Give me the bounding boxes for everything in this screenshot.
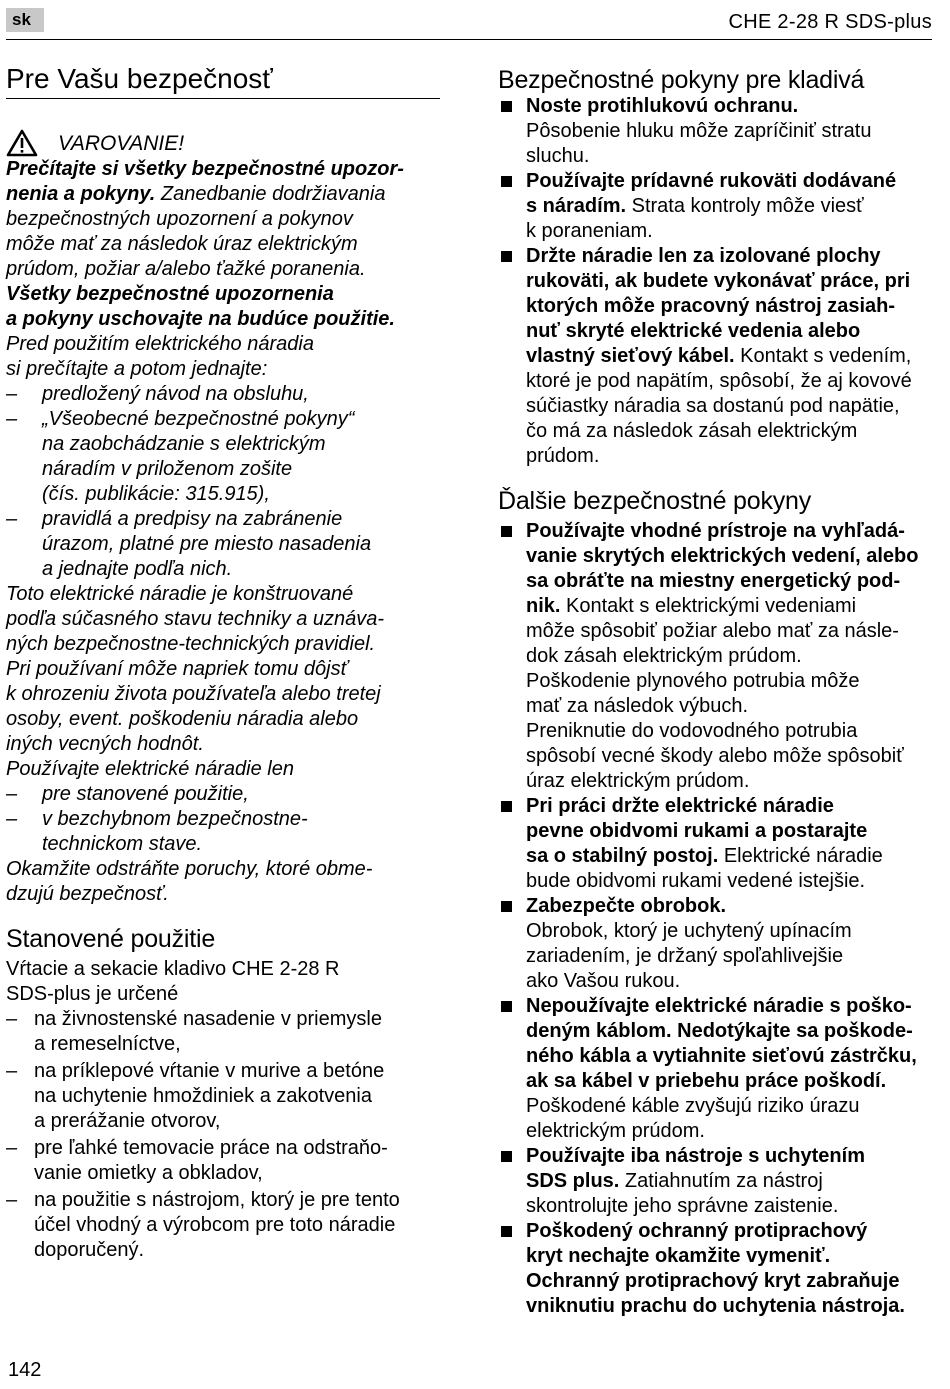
list-line: úrazom, platné pre miesto nasadenia <box>42 533 372 555</box>
bullet-bold-tail: vlastný sieťový kábel. <box>526 345 735 367</box>
bullet-text-line: skontrolujte jeho správne zaistenie. <box>526 1195 839 1217</box>
fix-line: Okamžite odstráňte poruchy, ktoré obme- <box>6 858 373 880</box>
warning-mixed-line <box>6 182 440 207</box>
bullet-text-line: úraz elektrickým prúdom. <box>526 770 750 792</box>
read-list-item <box>6 407 440 507</box>
dash-bullet: – <box>6 1008 18 1030</box>
bullet-bold-tail: SDS plus. <box>526 1170 620 1192</box>
square-bullet <box>501 901 512 912</box>
list-line: účel vhodný a výrobcom pre toto náradie <box>34 1214 396 1236</box>
bullet-bold-line: deným káblom. Nedotýkajte sa poškode- <box>526 1020 913 1042</box>
right-column <box>498 66 934 1319</box>
bullet-bold-line: ného kábla a vytiahnite sieťovú zástrčku, <box>526 1045 917 1067</box>
bullet-bold-line: Používajte prídavné rukoväti dodávané <box>526 170 897 192</box>
dash-bullet: – <box>6 1189 18 1211</box>
bullet-item <box>498 1144 934 1219</box>
safety-title: Pre Vašu bezpečnosť <box>6 60 440 99</box>
bullet-bold-tail: nik. <box>526 595 561 617</box>
list-line: vanie omietky a obkladov, <box>34 1162 263 1184</box>
list-line: na uchytenie hmoždiniek a zakotvenia <box>34 1085 372 1107</box>
keep-line: a pokyny uschovajte na budúce použitie. <box>6 308 395 330</box>
bullet-mixed-line <box>526 1169 934 1194</box>
list-line: náradím v priloženom zošite <box>42 458 293 480</box>
bullet-bold-line: rukoväti, ak budete vykonávať práce, pri <box>526 270 911 292</box>
bullet-text-line: zariadením, je držaný spoľahlivejšie <box>526 945 844 967</box>
bullet-bold-line: sa obráťte na miestny energetický pod- <box>526 570 901 592</box>
intended-list-item <box>6 1007 440 1057</box>
warning-rest-start: Zanedbanie dodržiavania <box>155 183 386 205</box>
intended-line: SDS-plus je určené <box>6 983 179 1005</box>
bullet-bold-line: Zabezpečte obrobok. <box>526 895 727 917</box>
square-bullet <box>501 526 512 537</box>
bullet-bold-line: ktorých môže pracovný nástroj zasiah- <box>526 295 896 317</box>
bullet-bold-line: pevne obidvomi rukami a postarajte <box>526 820 868 842</box>
bullet-item <box>498 794 934 894</box>
before-use-line: si prečítajte a potom jednajte: <box>6 358 268 380</box>
bullet-text-line: môže spôsobiť požiar alebo mať za násle- <box>526 620 899 642</box>
construction-line: Toto elektrické náradie je konštruované <box>6 583 354 605</box>
bullet-bold-line: nuť skryté elektrické vedenia alebo <box>526 320 861 342</box>
warning-triangle-icon <box>6 129 38 157</box>
square-bullet <box>501 1001 512 1012</box>
bullet-rest-start: Zatiahnutím za nástroj <box>619 1170 823 1192</box>
bullet-text-line: Preniknutie do vodovodného potrubia <box>526 720 858 742</box>
square-bullet <box>501 101 512 112</box>
intended-list-item <box>6 1059 440 1134</box>
more-safety-list <box>498 519 934 1319</box>
bullet-bold-line: vanie skrytých elektrických vedení, alebo <box>526 545 919 567</box>
dash-bullet: – <box>6 1060 18 1082</box>
more-safety-title: Ďalšie bezpečnostné pokyny <box>498 487 812 515</box>
list-line: na príklepové vŕtanie v murive a betóne <box>34 1060 385 1082</box>
bullet-text-line: čo má za následok zásah elektrickým <box>526 420 858 442</box>
bullet-rest-start: Strata kontroly môže viesť <box>626 195 864 217</box>
intended-use-title: Stanovené použitie <box>6 925 216 953</box>
warning-line: prúdom, požiar a/alebo ťažké poranenia. <box>6 258 366 280</box>
warning-text <box>6 157 440 907</box>
bullet-bold-line: Poškodený ochranný protiprachový <box>526 1220 868 1242</box>
list-line: a remeselníctve, <box>34 1033 181 1055</box>
warning-row <box>6 129 440 157</box>
bullet-bold-line: Ochranný protiprachový kryt zabraňuje <box>526 1270 900 1292</box>
bullet-bold-line: Pri práci držte elektrické náradie <box>526 795 834 817</box>
warning-bold-end: nenia a pokyny. <box>6 183 156 205</box>
intended-list-item <box>6 1136 440 1186</box>
bullet-bold-line: Noste protihlukovú ochranu. <box>526 95 799 117</box>
square-bullet <box>501 251 512 262</box>
square-bullet <box>501 176 512 187</box>
dash-bullet: – <box>6 408 18 430</box>
bullet-text-line: ktoré je pod napätím, spôsobí, že aj kovové <box>526 370 912 392</box>
bullet-text-line: sluchu. <box>526 145 590 167</box>
construction-line: podľa súčasného stavu techniky a uznáva- <box>6 608 385 630</box>
bullet-item <box>498 169 934 244</box>
list-line: a prerážanie otvorov, <box>34 1110 221 1132</box>
bullet-mixed-line <box>526 194 934 219</box>
bullet-mixed-line <box>526 594 934 619</box>
bullet-text-line: bude obidvomi rukami vedené istejšie. <box>526 870 866 892</box>
bullet-text-line: Poškodené káble zvyšujú riziko úrazu <box>526 1095 860 1117</box>
bullet-rest-start: Kontakt s vedením, <box>734 345 912 367</box>
bullet-mixed-line <box>526 344 934 369</box>
dash-bullet: – <box>6 383 18 405</box>
bullet-text-line: mať za následok výbuch. <box>526 695 749 717</box>
list-line: pre ľahké temovacie práce na odstraňo- <box>34 1137 388 1159</box>
use-list-item <box>6 807 440 857</box>
warning-line: bezpečnostných upozornení a pokynov <box>6 208 353 230</box>
bullet-bold-tail: s náradím. <box>526 195 627 217</box>
warning-line: môže mať za následok úraz elektrickým <box>6 233 358 255</box>
square-bullet <box>501 801 512 812</box>
fix-line: dzujú bezpečnosť. <box>6 883 169 905</box>
dash-bullet: – <box>6 1137 18 1159</box>
construction-line: osoby, event. poškodeniu náradia alebo <box>6 708 359 730</box>
bullet-rest-start: Elektrické náradie <box>718 845 883 867</box>
bullet-item <box>498 519 934 794</box>
hammer-safety-list <box>498 94 934 469</box>
construction-line: ných bezpečnostne-technických pravidiel. <box>6 633 376 655</box>
bullet-text-line: Pôsobenie hluku môže zapríčiniť stratu <box>526 120 872 142</box>
list-line: pravidlá a predpisy na zabránenie <box>42 508 343 530</box>
warning-label: VAROVANIE! <box>58 131 185 155</box>
bullet-bold-line: Používajte vhodné prístroje na vyhľadá- <box>526 520 905 542</box>
bullet-item <box>498 894 934 994</box>
list-line: v bezchybnom bezpečnostne- <box>42 808 308 830</box>
list-line: technickom stave. <box>42 833 203 855</box>
bullet-text-line: Poškodenie plynového potrubia môže <box>526 670 860 692</box>
bullet-item <box>498 994 934 1144</box>
read-list-item <box>6 507 440 582</box>
bullet-text-line: spôsobí vecné škody alebo môže spôsobiť <box>526 745 904 767</box>
construction-line: Pri používaní môže napriek tomu dôjsť <box>6 658 348 680</box>
intended-line: Vŕtacie a sekacie kladivo CHE 2-28 R <box>6 958 340 980</box>
list-line: na živnostenské nasadenie v priemysle <box>34 1008 382 1030</box>
before-use-line: Pred použitím elektrického náradia <box>6 333 314 355</box>
list-line: na použitie s nástrojom, ktorý je pre tento <box>34 1189 400 1211</box>
list-line: „Všeobecné bezpečnostné pokyny“ <box>42 408 355 430</box>
left-column <box>6 60 440 1263</box>
bullet-item <box>498 244 934 469</box>
bullet-item <box>498 1219 934 1319</box>
use-list-item <box>6 782 440 807</box>
bullet-text-line: prúdom. <box>526 445 600 467</box>
list-line: predložený návod na obsluhu, <box>42 383 309 405</box>
construction-line: k ohrozeniu života používateľa alebo tretej <box>6 683 381 705</box>
keep-line: Všetky bezpečnostné upozornenia <box>6 283 334 305</box>
dash-bullet: – <box>6 783 18 805</box>
intended-use-text <box>6 957 440 1263</box>
warning-bold-line: Prečítajte si všetky bezpečnostné upozor- <box>6 158 404 180</box>
bullet-text-line: ako Vašou rukou. <box>526 970 681 992</box>
bullet-mixed-line <box>526 844 934 869</box>
bullet-bold-line: Používajte iba nástroje s uchytením <box>526 1145 865 1167</box>
read-list-item <box>6 382 440 407</box>
bullet-text-line: Obrobok, ktorý je uchytený upínacím <box>526 920 852 942</box>
hammer-safety-title: Bezpečnostné pokyny pre kladivá <box>498 66 865 94</box>
construction-line: iných vecných hodnôt. <box>6 733 204 755</box>
bullet-bold-line: vniknutiu prachu do uchytenia nástroja. <box>526 1295 905 1317</box>
bullet-bold-line: Držte náradie len za izolované plochy <box>526 245 881 267</box>
bullet-text-line: dok zásah elektrickým prúdom. <box>526 645 802 667</box>
bullet-bold-line: Nepoužívajte elektrické náradie s poško- <box>526 995 912 1017</box>
bullet-text-line: k poraneniam. <box>526 220 653 242</box>
header-rule <box>6 39 932 40</box>
construction-line: Používajte elektrické náradie len <box>6 758 294 780</box>
list-line: pre stanovené použitie, <box>42 783 249 805</box>
bullet-bold-line: kryt nechajte okamžite vymeniť. <box>526 1245 831 1267</box>
dash-bullet: – <box>6 808 18 830</box>
bullet-bold-line: ak sa kábel v priebehu práce poškodí. <box>526 1070 887 1092</box>
bullet-text-line: súčiastky náradia sa dostanú pod napätie, <box>526 395 900 417</box>
page-number: 142 <box>8 1359 42 1381</box>
square-bullet <box>501 1226 512 1237</box>
square-bullet <box>501 1151 512 1162</box>
language-badge: sk <box>6 8 44 32</box>
bullet-item <box>498 94 934 169</box>
list-line: a jednajte podľa nich. <box>42 558 233 580</box>
dash-bullet: – <box>6 508 18 530</box>
bullet-bold-tail: sa o stabilný postoj. <box>526 845 719 867</box>
list-line: (čís. publikácie: 315.915), <box>42 483 270 505</box>
intended-list-item <box>6 1188 440 1263</box>
model-name: CHE 2-28 R SDS-plus <box>728 11 932 33</box>
list-line: na zaobchádzanie s elektrickým <box>42 433 326 455</box>
bullet-rest-start: Kontakt s elektrickými vedeniami <box>560 595 857 617</box>
list-line: doporučený. <box>34 1239 145 1261</box>
bullet-text-line: elektrickým prúdom. <box>526 1120 705 1142</box>
